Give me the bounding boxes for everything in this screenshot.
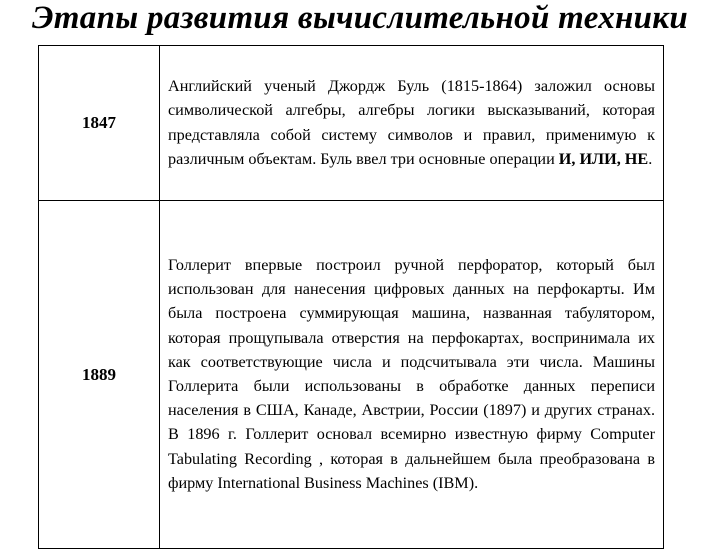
- milestones-table: [38, 45, 664, 549]
- year-cell: 1889: [39, 201, 160, 549]
- description-text: Голлерит впервые построил ручной перфоратор, который был использован для нанесения цифровых данных на перфокарты. Им была построена суммирующая машина, названная табулятором, которая прощупывала отверстия на перфокартах, воспринимала их как соответствующие числа и подсчитывала эти числа. Машины Голлерита были использованы в обработке данных переписи населения в США, Канаде, Австрии, России (1897) и других странах. В 1896 г. Голлерит основал всемирно известную фирму Computer Tabulating Recording , которая в дальнейшем была преобразована в фирму International Business Machines (IBM).: [168, 255, 655, 492]
- operations-emphasis: И, ИЛИ, НЕ: [558, 149, 649, 168]
- description-text: Английский ученый Джордж Буль (1815-1864) заложил основы символической алгебры, алгебры логики высказываний, которая представляла собой систему символов и правил, применимую к различным объектам. Буль ввел три основные операции: [168, 77, 655, 168]
- description-cell: [160, 201, 664, 549]
- table-row: [39, 201, 664, 549]
- year-cell: 1847: [39, 46, 160, 201]
- description-tail: .: [648, 149, 653, 168]
- description-cell: [160, 46, 664, 201]
- page-title: Этапы развития вычислительной техники: [32, 0, 688, 36]
- table-row: [39, 46, 664, 201]
